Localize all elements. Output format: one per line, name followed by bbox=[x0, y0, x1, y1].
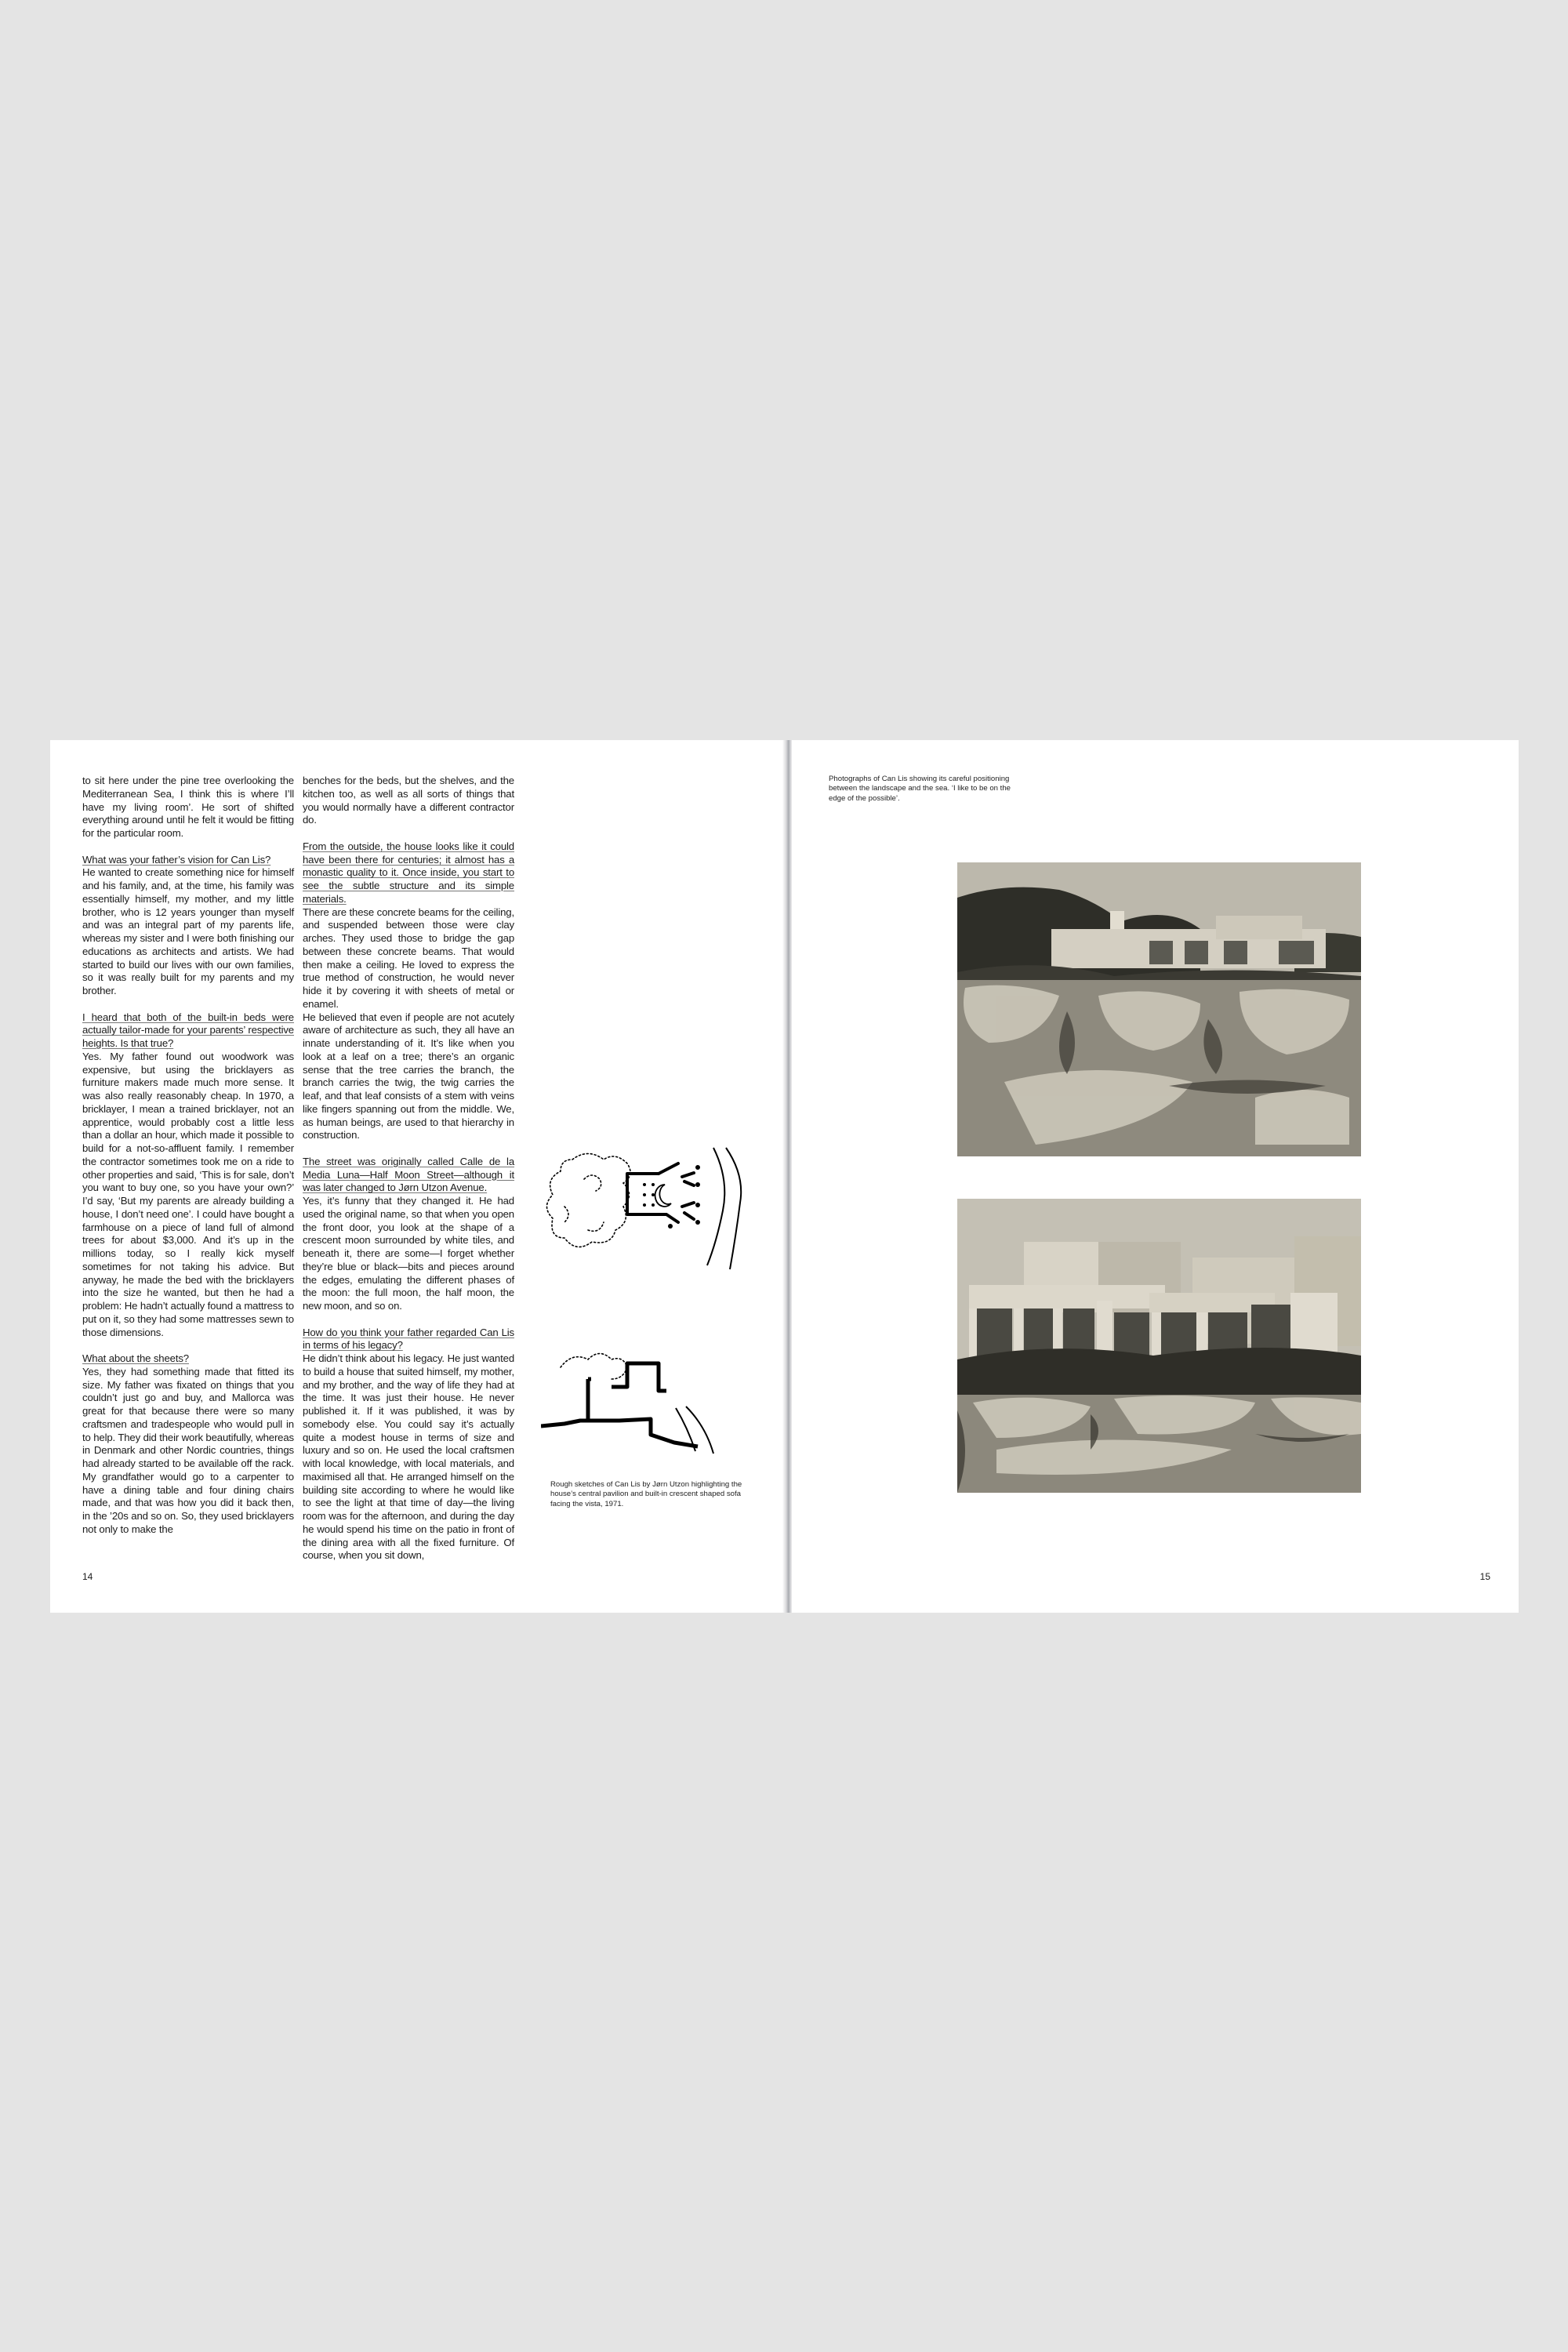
left-page bbox=[50, 740, 784, 1613]
photo-can-lis-pavilions bbox=[957, 1199, 1361, 1493]
question-text: From the outside, the house looks like it could have been there for centuries; it almost has a monastic quality to it. Once inside, you start to see the subtle structure and its simple materials. bbox=[303, 840, 514, 905]
question-text: What about the sheets? bbox=[82, 1352, 189, 1364]
answer-text: He wanted to create something nice for himself and his family, and, at the time, his family was essentially himself, my mother, and my little brother, who is 12 years younger than myself and was an integral part of my parents life, whereas my sister and I were both finishing our educations as architects and artists. We had started to build our lives with our own families, so it was really built for my parents and my brother. bbox=[82, 866, 294, 996]
qa-block bbox=[303, 840, 514, 1011]
answer-text: Yes. My father found out woodwork was expensive, but using the bricklayers as furniture makers made much more sense. It was also really reasonably cheap. In 1970, a bricklayer, I mean a trained bricklayer, not an apprentice, would probably cost a little less than a dollar an hour, which made it possible to build for a not-so-affluent family. I remember the contractor sometimes took me on a ride to other properties and said, ‘This is for sale, don’t you want to buy one, so you have your own?’ I’d say, ‘But my parents are already building a house, I don’t need one’. I could have bought a farmhouse on a piece of land full of almond trees for about $3,000. And it’s up in the millions today, so I really kick myself sometimes for not taking his advice. But anyway, he made the bed with the bricklayers into the size he wanted, but then he had a problem: He hadn’t actually found a mattress to put on it, so they had some mattresses sewn to those dimensions. bbox=[82, 1050, 294, 1338]
sketch-caption: Rough sketches of Can Lis by Jørn Utzon highlighting the house’s central pavilion and built-in crescent shaped sofa facing the vista, 1971. bbox=[550, 1480, 742, 1508]
paragraph bbox=[82, 775, 294, 840]
text-column-2 bbox=[303, 775, 514, 1576]
photo-caption: Photographs of Can Lis showing its careful positioning between the landscape and the sea. ‘I like to be on the edge of the possible’. bbox=[829, 775, 1011, 803]
photo-can-lis-cliff-view bbox=[957, 862, 1361, 1156]
page-number: 15 bbox=[1479, 1571, 1490, 1582]
answer-text: Yes, it’s funny that they changed it. He had used the original name, so that when you open the front door, you look at the shape of a crescent moon surrounded by white tiles, and beneath it, there are some—I forget whether they’re blue or black—bits and pieces around the edges, emulating the different phases of the moon: the full moon, the half moon, the new moon, and so on. bbox=[303, 1195, 514, 1312]
question-text: The street was originally called Calle de la Media Luna—Half Moon Street—although it was later changed to Jørn Utzon Avenue. bbox=[303, 1155, 514, 1194]
qa-block bbox=[82, 1011, 294, 1340]
question-text: What was your father’s vision for Can Lis? bbox=[82, 853, 271, 866]
answer-text: He didn’t think about his legacy. He just wanted to build a house that suited himself, my mother, and my brother, and the way of life they had at the time. It was just their house. He never published it. If it was published, it was by somebody else. You could say it’s actually quite a modest house in terms of size and luxury and so on. He used the local craftsmen with local knowledge, with local materials, and maximised all that. He arranged himself on the building site according to where he would like to see the light at that time of day—the living room was for the afternoon, and during the day he would spend his time on the patio in front of the dining area with all the fixed furniture. Of course, when you sit down, bbox=[303, 1352, 514, 1562]
house-sketch-illustration bbox=[541, 1144, 776, 1457]
text-column-1 bbox=[82, 775, 294, 1549]
qa-block bbox=[82, 1352, 294, 1537]
paragraph bbox=[303, 1011, 514, 1143]
answer-text: to sit here under the pine tree overlooking the Mediterranean Sea, I think this is where I’ll have my living room’. He sort of shifted everything around until he felt it would be fitting for the particular room. bbox=[82, 775, 294, 839]
qa-block bbox=[303, 1327, 514, 1563]
answer-text: benches for the beds, but the shelves, and the kitchen too, as well as all sorts of things that you would normally have a different contractor do. bbox=[303, 775, 514, 826]
qa-block bbox=[303, 1156, 514, 1313]
question-text: I heard that both of the built-in beds were actually tailor-made for your parents’ respective heights. Is that true? bbox=[82, 1011, 294, 1049]
answer-text: He believed that even if people are not acutely aware of architecture as such, they all have an innate understanding of it. It’s like when you look at a leaf on a tree; there’s an organic sense that the tree carries the branch, the branch carries the twig, the twig carries the leaf, and that leaf consists of a stem with veins like fingers spanning out from the middle. We, as human beings, are used to that hierarchy in construction. bbox=[303, 1011, 514, 1142]
question-text: How do you think your father regarded Can Lis in terms of his legacy? bbox=[303, 1326, 514, 1352]
answer-text: Yes, they had something made that fitted its size. My father was fixated on things that you couldn’t just go and buy, and Mallorca was great for that because there were so many craftsmen and tradespeople who would pull in to help. They did their work beautifully, whereas in Denmark and other Nordic countries, things had already started to be available off the rack. My grandfather would go to a carpenter to have a dining table and four dining chairs made, and that was how you did it back then, in the ’20s and so on. So, they used bricklayers not only to make the bbox=[82, 1365, 294, 1535]
page-number: 14 bbox=[82, 1571, 93, 1582]
qa-block bbox=[82, 854, 294, 998]
right-page bbox=[792, 740, 1519, 1613]
answer-text: There are these concrete beams for the ceiling, and suspended between those were clay arches. They used those to bridge the gap between these concrete beams. That would then make a ceiling. He loved to express the true method of construction, he would never hide it by covering it with sheets of metal or enamel. bbox=[303, 906, 514, 1010]
paragraph bbox=[303, 775, 514, 827]
